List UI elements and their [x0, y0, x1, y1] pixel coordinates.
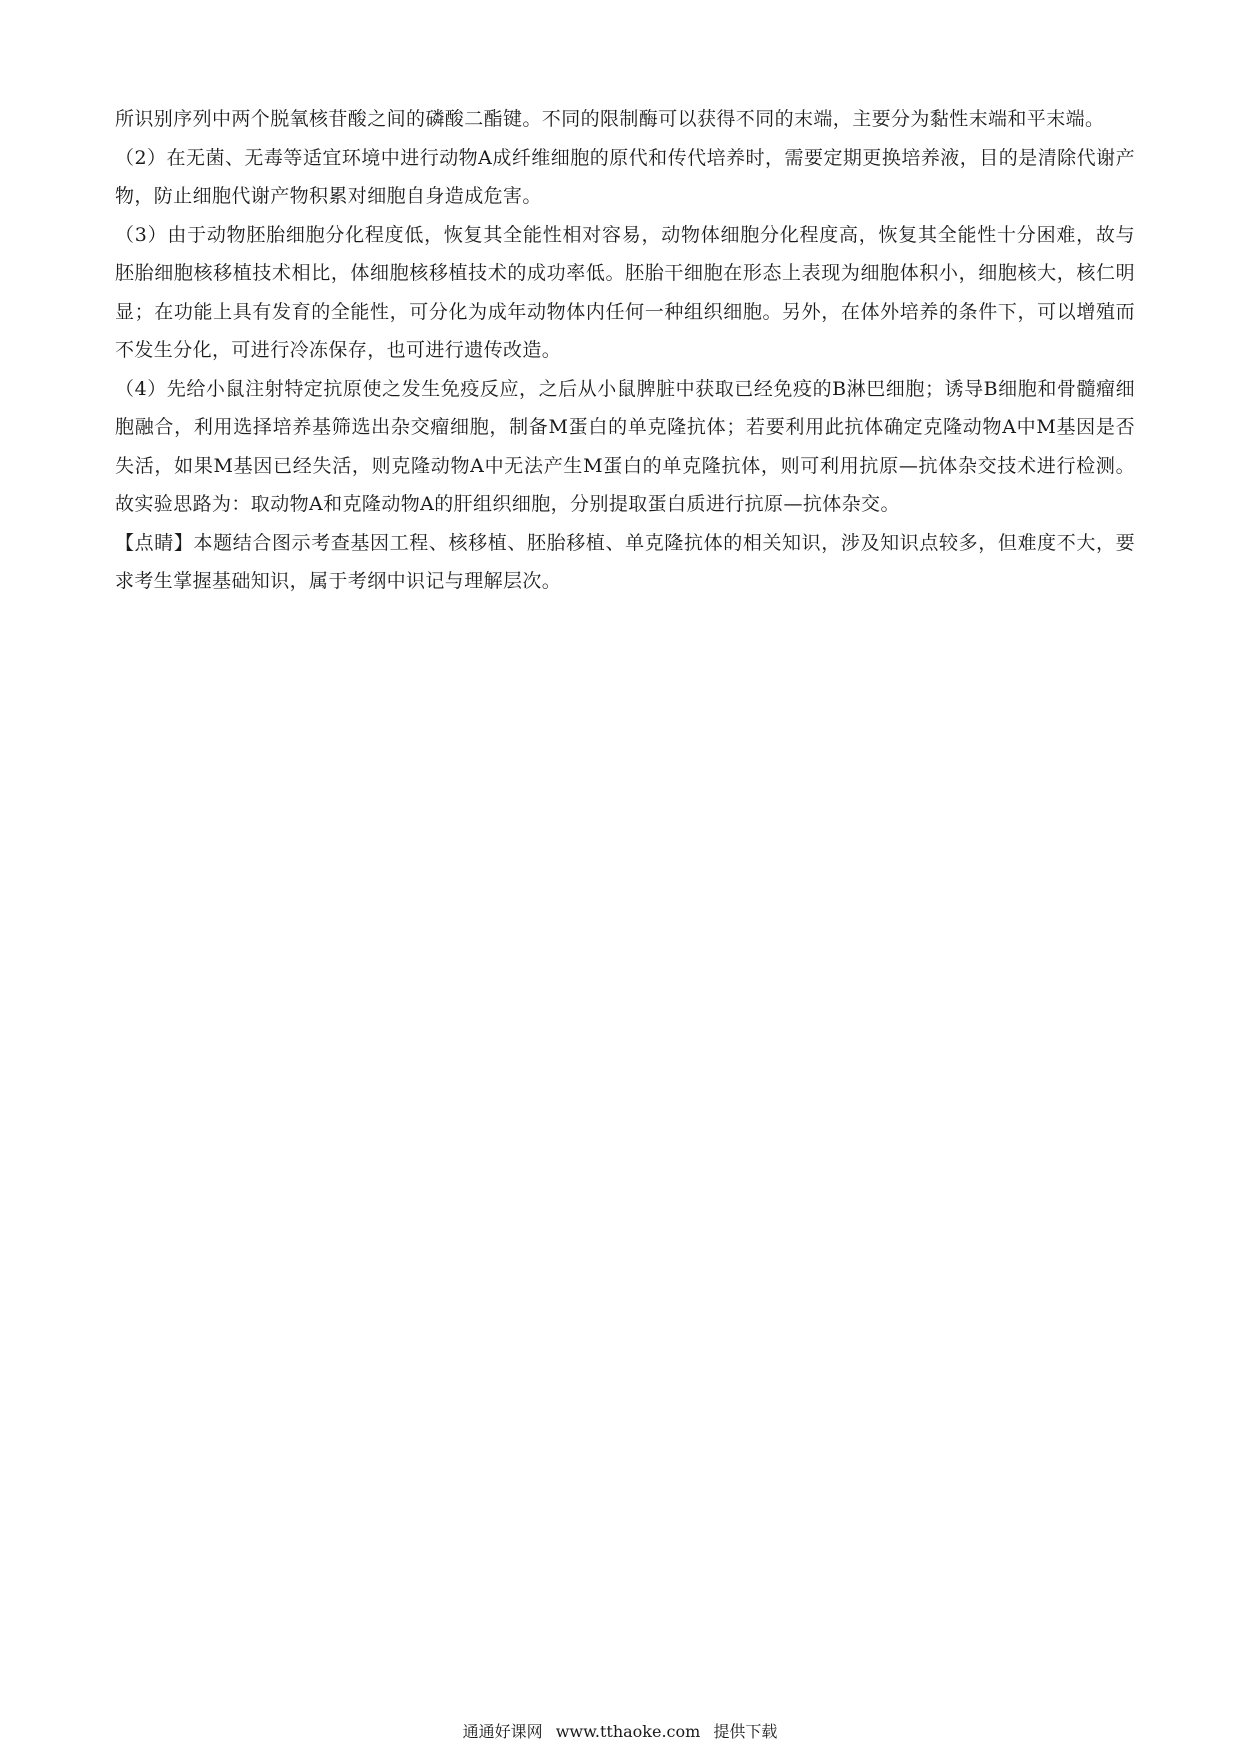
paragraph-continuation: 所识别序列中两个脱氧核苷酸之间的磷酸二酯键。不同的限制酶可以获得不同的末端，主要分为黏性末端和平末端。 [115, 108, 1105, 130]
paragraph-answer-2: （2）在无菌、无毒等适宜环境中进行动物A成纤维细胞的原代和传代培养时，需要定期更换培养液，目的是清除代谢产物，防止细胞代谢产物积累对细胞自身造成危害。 [115, 146, 1135, 207]
page-footer [0, 1722, 1240, 1742]
document-body [115, 100, 1135, 601]
paragraph-comment: 【点睛】本题结合图示考查基因工程、核移植、胚胎移植、单克隆抗体的相关知识，涉及知识点较多，但难度不大，要求考生掌握基础知识，属于考纲中识记与理解层次。 [115, 531, 1135, 592]
footer-site-name: 通通好课网 [462, 1722, 543, 1741]
paragraph-answer-4: （4）先给小鼠注射特定抗原使之发生免疫反应，之后从小鼠脾脏中获取已经免疫的B淋巴细胞；诱导B细胞和骨髓瘤细胞融合，利用选择培养基筛选出杂交瘤细胞，制备M蛋白的单克隆抗体；若要利用此抗体确定克隆动物A中M基因是否失活，如果M基因已经失活，则克隆动物A中无法产生M蛋白的单克隆抗体，则可利用抗原—抗体杂交技术进行检测。故实验思路为：取动物A和克隆动物A的肝组织细胞，分别提取蛋白质进行抗原—抗体杂交。 [115, 377, 1135, 515]
footer-url: www.tthaoke.com [555, 1722, 701, 1741]
paragraph-answer-3: （3）由于动物胚胎细胞分化程度低，恢复其全能性相对容易，动物体细胞分化程度高，恢复其全能性十分困难，故与胚胎细胞核移植技术相比，体细胞核移植技术的成功率低。胚胎干细胞在形态上表现为细胞体积小，细胞核大，核仁明显；在功能上具有发育的全能性，可分化为成年动物体内任何一种组织细胞。另外，在体外培养的条件下，可以增殖而不发生分化，可进行冷冻保存，也可进行遗传改造。 [115, 223, 1135, 361]
footer-suffix: 提供下载 [713, 1722, 778, 1741]
